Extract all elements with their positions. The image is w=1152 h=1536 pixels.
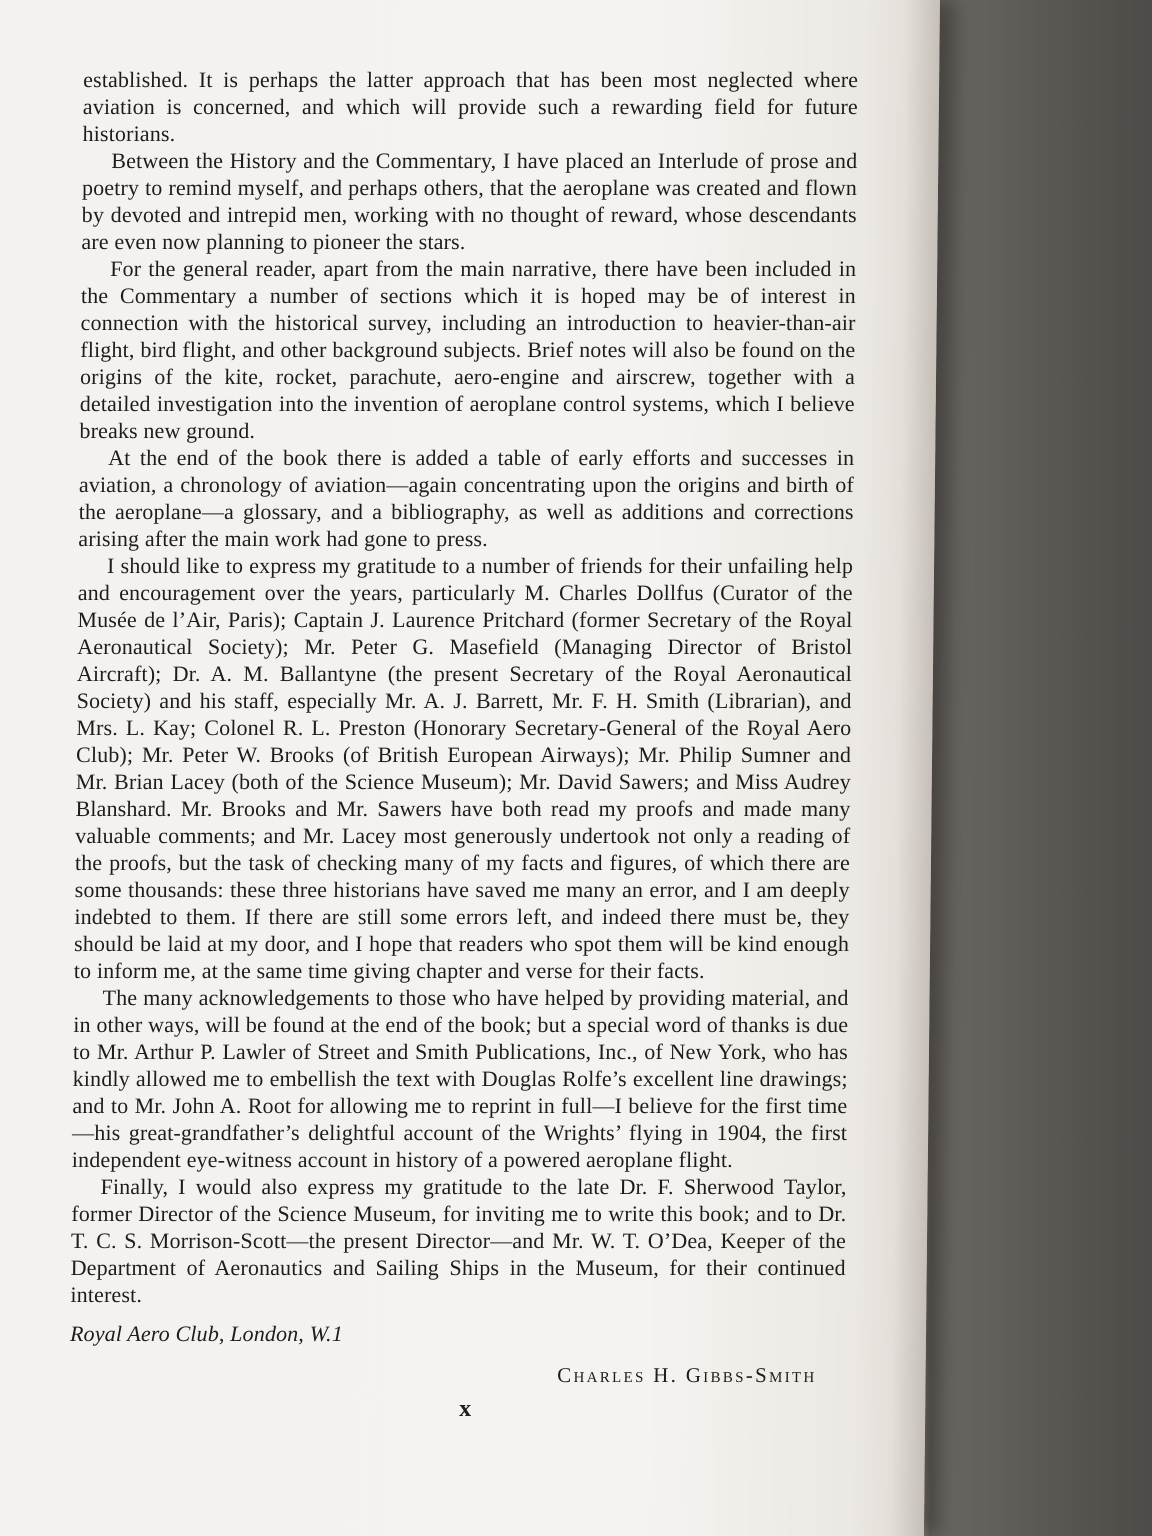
paragraph-4: At the end of the book there is added a table of early efforts and successes in aviation, a chronology of aviation—again concentrating upon the origins and birth of the aeroplane—a glossary, and a bibliography, as well as additions and corrections arising after the main work had gone to press. [78, 445, 855, 551]
author-signature: Charles H. Gibbs-Smith [557, 1363, 817, 1387]
paragraph-6: The many acknowledgements to those who have helped by providing material, and in other ways, will be found at the end of the book; but a special word of thanks is due to Mr. Arthur P. Lawler of Street and Smith Publications, Inc., of New York, who has kindly allowed me to embellish the text with Douglas Rolfe’s excellent line drawings; and to Mr. John A. Root for allowing me to reprint in full—I believe for the first time—his great-grandfather’s delightful account of the Wrights’ flying in 1904, the first independent eye-witness account in history of a powered aeroplane flight. [71, 985, 849, 1172]
page-number: x [459, 1396, 472, 1422]
paragraph-5: I should like to express my gratitude to a number of friends for their unfailing help and encouragement over the years, particularly M. Charles Dollfus (Curator of the Musée de l’Air, Paris); Captain J. Laurence Pritchard (former Secretary of the Royal Aeronautical Society); Mr. Peter G. Masefield (Managing Director of Bristol Aircraft); Dr. A. M. Ballantyne (the present Secretary of the Royal Aeronautical Society) and his staff, especially Mr. A. J. Barrett, Mr. F. H. Smith (Librarian), and Mrs. L. Kay; Colonel R. L. Preston (Honorary Secretary-General of the Royal Aero Club); Mr. Peter W. Brooks (of British European Airways); Mr. Philip Sumner and Mr. Brian Lacey (both of the Science Museum); Mr. David Sawers; and Miss Audrey Blanshard. Mr. Brooks and Mr. Sawers have both read my proofs and made many valuable comments; and Mr. Lacey most generously undertook not only a reading of the proofs, but the task of checking many of my facts and figures, of which there are some thousands: these three historians have saved me many an error, and I am deeply indebted to them. If there are still some errors left, and indeed there must be, they should be laid at my door, and I hope that readers who spot them will be kind enough to inform me, at the same time giving chapter and verse for their facts. [73, 553, 854, 983]
paragraph-7: Finally, I would also express my gratitude to the late Dr. F. Sherwood Taylor, former Director of the Science Museum, for inviting me to write this book; and to Dr. T. C. S. Morrison-Scott—the present Director—and Mr. W. T. O’Dea, Keeper of the Department of Aeronautics and Sailing Ships in the Museum, for their continued interest. [70, 1174, 847, 1307]
paragraph-1: established. It is perhaps the latter approach that has been most neglected where aviation is concerned, and which will provide such a rewarding field for future historians. [82, 67, 859, 146]
paragraph-3: For the general reader, apart from the main narrative, there have been included in the Commentary a number of sections which it is hoped may be of interest in connection with the historical survey, including an introduction to heavier-than-air flight, bird flight, and other background subjects. Brief notes will also be found on the origins of the kite, rocket, parachute, aero-engine and airscrew, together with a detailed investigation into the invention of aeroplane control systems, which I believe breaks new ground. [79, 256, 857, 443]
location-line: Royal Aero Club, London, W.1 [69, 1321, 344, 1346]
paragraph-2: Between the History and the Commentary, I have placed an Interlude of prose and poetry to remind myself, and perhaps others, that the aeroplane was created and flown by devoted and intrepid men, working with no thought of reward, whose descendants are even now planning to pioneer the stars. [81, 148, 858, 254]
page-text-block [69, 66, 858, 1389]
